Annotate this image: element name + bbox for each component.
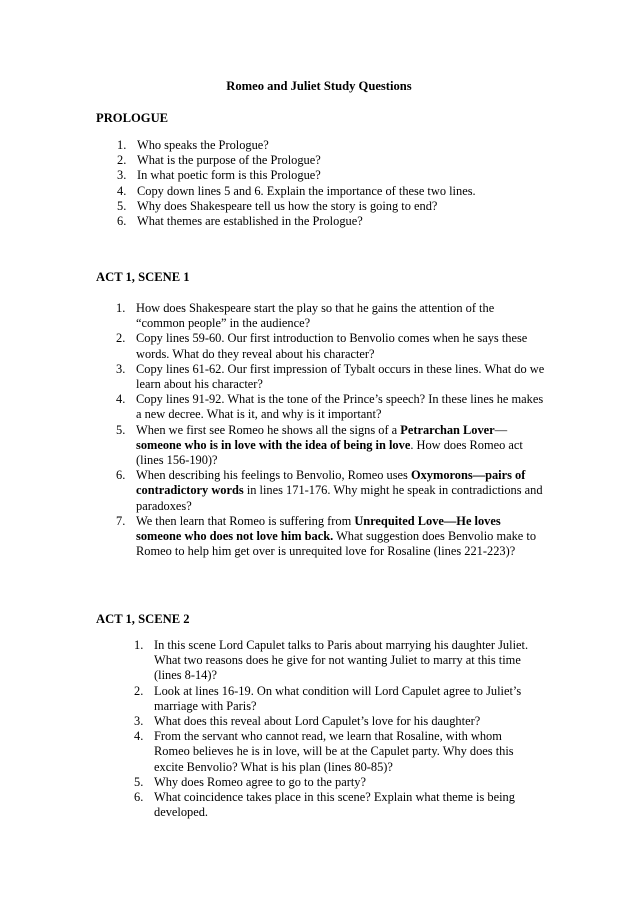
question-text: We then learn that Romeo is suffering from — [136, 513, 355, 528]
bold-term: Petrarchan Lover — [400, 422, 495, 437]
prologue-question — [117, 168, 557, 183]
act1-scene1-question — [116, 392, 546, 422]
document-title: Romeo and Juliet Study Questions — [226, 79, 412, 93]
question-text: What does this reveal about Lord Capulet’s love for his daughter? — [154, 714, 481, 729]
act1-scene1-question — [116, 301, 546, 331]
question-text: Copy lines 59-60. Our first introduction to Benvolio comes when he says these words. What do they reveal about his character? — [136, 331, 528, 361]
act1-scene1-question-list — [116, 301, 546, 559]
question-number: 3. — [117, 168, 127, 183]
act1-scene2-question — [134, 683, 534, 714]
prologue-question — [117, 153, 557, 168]
question-number: 1. — [134, 638, 144, 652]
question-number: 4. — [117, 183, 127, 198]
bold-term: Oxymorons—pairs of contradictory words — [136, 468, 526, 498]
act1-scene1-question — [116, 361, 546, 392]
question-number: 2. — [134, 683, 144, 698]
question-text: Copy lines 91-92. What is the tone of the Prince’s speech? In these lines he makes a new decree. What is it, and why is it important? — [136, 392, 544, 422]
question-number: 5. — [134, 774, 144, 789]
prologue-question — [117, 214, 557, 229]
question-number: 4. — [116, 392, 126, 407]
act1-scene2-question-list — [134, 638, 534, 820]
act1-scene1-question — [116, 513, 546, 560]
question-number: 6. — [117, 214, 127, 229]
question-number: 6. — [134, 790, 144, 805]
question-text: What coincidence takes place in this scene? Explain what theme is being developed. — [154, 790, 515, 820]
question-number: 5. — [117, 198, 127, 213]
question-text: What themes are established in the Prologue? — [137, 214, 363, 229]
question-text: In what poetic form is this Prologue? — [137, 168, 321, 183]
question-number: 1. — [116, 301, 126, 315]
question-text: In this scene Lord Capulet talks to Paris about marrying his daughter Juliet. What two reasons does he give for not wanting Juliet to marry at this time (lines 8-14)? — [154, 638, 529, 683]
act1-scene2-question — [134, 714, 534, 729]
prologue-heading: PROLOGUE — [96, 111, 169, 125]
act1-scene2-question — [134, 638, 534, 684]
question-number: 5. — [116, 422, 126, 437]
question-text: Why does Shakespeare tell us how the story is going to end? — [137, 198, 438, 213]
act1-scene1-question — [116, 422, 546, 469]
question-number: 3. — [116, 361, 126, 376]
question-text: How does Shakespeare start the play so that he gains the attention of the “common people” in the audience? — [136, 301, 495, 331]
question-text: Look at lines 16-19. On what condition will Lord Capulet agree to Juliet’s marriage with Paris? — [154, 683, 522, 713]
question-number: 2. — [116, 331, 126, 346]
question-text: Why does Romeo agree to go to the party? — [154, 774, 366, 789]
act1-scene1-heading: ACT 1, SCENE 1 — [96, 270, 190, 284]
prologue-question — [117, 183, 557, 199]
prologue-question — [117, 138, 557, 153]
act1-scene2-question — [134, 790, 534, 820]
bold-term: someone who is in love with the idea of being in love — [136, 437, 411, 452]
act1-scene1-question — [116, 331, 546, 361]
question-text: Who speaks the Prologue? — [137, 138, 269, 152]
question-text: What suggestion does Benvolio make to Romeo to help him get over is unrequited love for Rosaline (lines 221-223)? — [136, 529, 537, 559]
question-text: From the servant who cannot read, we learn that Rosaline, with whom Romeo believes he is in love, will be at the Capulet party. Why does this excite Benvolio? What is his plan (lines 80-85)? — [154, 729, 514, 774]
prologue-question-list — [117, 138, 557, 229]
question-number: 7. — [116, 513, 126, 528]
question-text: What is the purpose of the Prologue? — [137, 153, 321, 168]
question-text: When describing his feelings to Benvolio, Romeo uses — [136, 468, 411, 483]
act1-scene2-heading: ACT 1, SCENE 2 — [96, 612, 190, 626]
question-number: 2. — [117, 153, 127, 168]
bold-term: Unrequited Love—He loves someone who does not love him back. — [136, 513, 501, 544]
question-text: — — [494, 422, 508, 437]
act1-scene1-question — [116, 468, 546, 514]
question-number: 4. — [134, 729, 144, 744]
question-text: Copy lines 61-62. Our first impression of Tybalt occurs in these lines. What do we learn about his character? — [136, 361, 545, 392]
prologue-question — [117, 198, 557, 214]
question-text: in lines 171-176. Why might he speak in contradictions and paradoxes? — [136, 483, 543, 513]
question-number: 1. — [117, 138, 127, 152]
question-text: When we first see Romeo he shows all the signs of a — [136, 422, 401, 437]
act1-scene2-question — [134, 774, 534, 790]
question-number: 3. — [134, 714, 144, 729]
act1-scene2-question — [134, 729, 534, 775]
question-text: Copy down lines 5 and 6. Explain the importance of these two lines. — [137, 183, 476, 198]
question-number: 6. — [116, 468, 126, 483]
question-text: . How does Romeo act (lines 156-190)? — [136, 437, 523, 468]
